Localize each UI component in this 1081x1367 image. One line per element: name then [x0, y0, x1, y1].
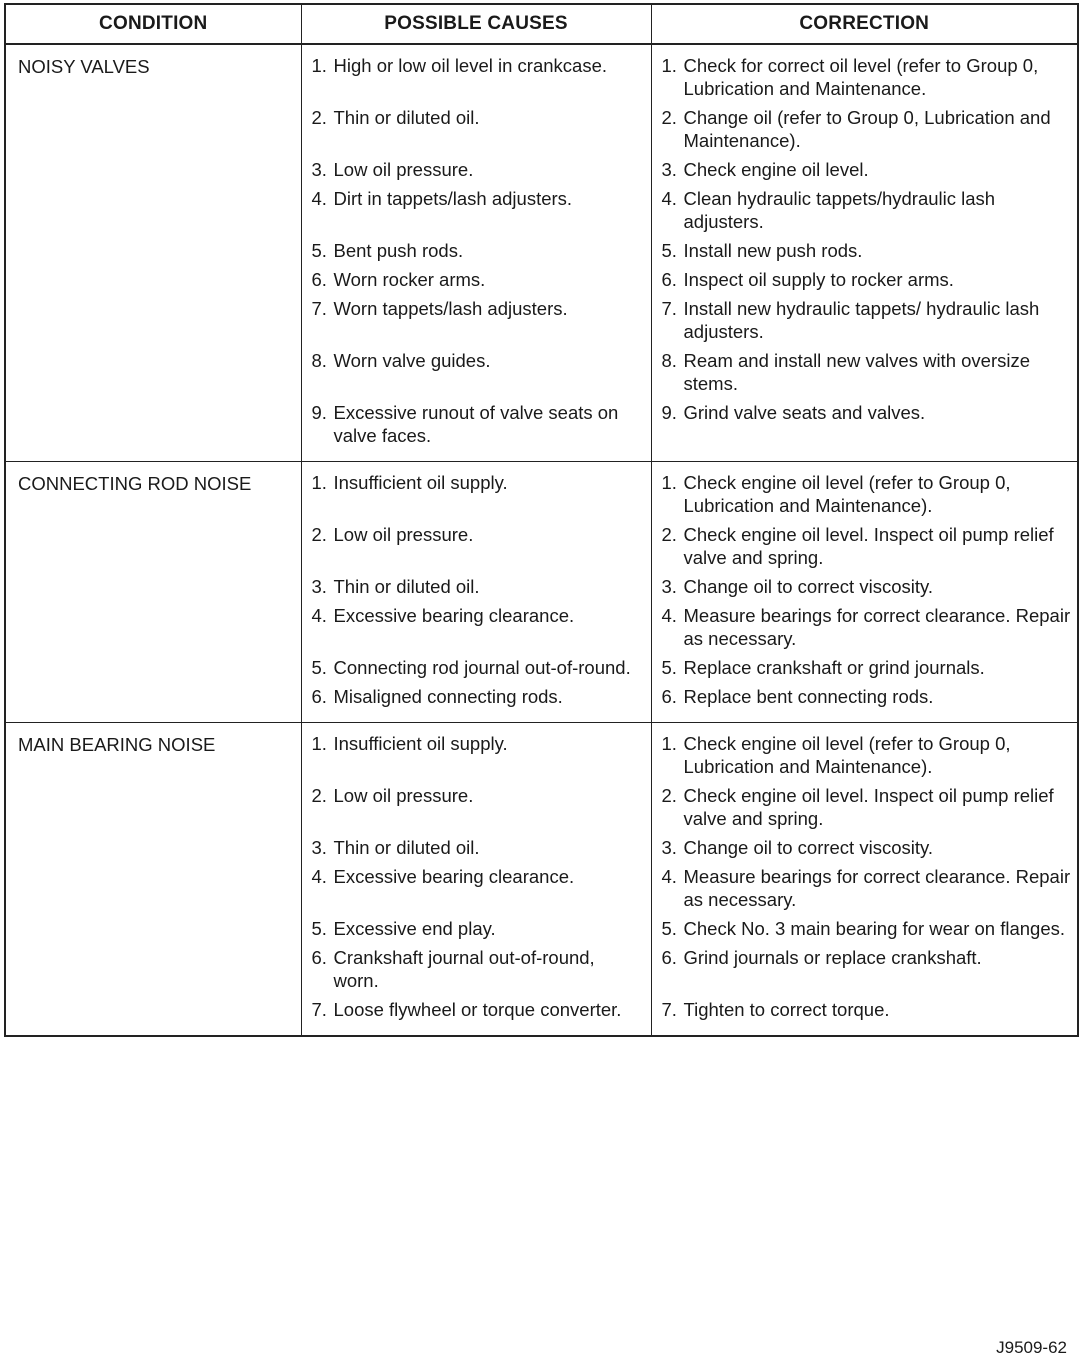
- correction-cell: [651, 462, 1078, 524]
- item-number: 3.: [311, 159, 327, 180]
- item-number: 6.: [661, 269, 677, 290]
- item-number: 9.: [311, 402, 327, 423]
- correction-cell: [651, 187, 1078, 239]
- table-header: [5, 4, 1078, 44]
- correction-text: Change oil to correct viscosity.: [683, 576, 934, 597]
- correction-entry: [662, 998, 1074, 1021]
- cause-text: Worn tappets/lash adjusters.: [333, 298, 568, 319]
- item-number: 8.: [661, 350, 677, 371]
- possible-cause-cell: [301, 268, 651, 297]
- correction-text: Tighten to correct torque.: [683, 999, 890, 1020]
- condition-cell: CONNECTING ROD NOISE: [5, 462, 301, 723]
- header-row: [5, 4, 1078, 44]
- correction-text: Clean hydraulic tappets/hydraulic lash adjusters.: [683, 188, 996, 232]
- cause-entry: [312, 604, 645, 627]
- cause-entry: [312, 349, 645, 372]
- item-number: 1.: [661, 55, 677, 76]
- possible-cause-cell: [301, 523, 651, 575]
- correction-entry: [662, 604, 1074, 650]
- cause-entry: [312, 158, 645, 181]
- correction-text: Replace crankshaft or grind journals.: [683, 657, 985, 678]
- correction-text: Install new push rods.: [683, 240, 863, 261]
- cause-entry: [312, 685, 645, 708]
- item-number: 1.: [661, 733, 677, 754]
- item-number: 6.: [661, 686, 677, 707]
- cause-text: Insufficient oil supply.: [333, 472, 508, 493]
- item-number: 4.: [661, 605, 677, 626]
- document-code: J9509-62: [996, 1338, 1067, 1357]
- correction-cell: [651, 297, 1078, 349]
- item-number: 4.: [311, 866, 327, 887]
- correction-cell: [651, 523, 1078, 575]
- item-number: 2.: [661, 785, 677, 806]
- correction-text: Measure bearings for correct clearance. Repair as necessary.: [683, 605, 1071, 649]
- item-number: 4.: [661, 866, 677, 887]
- possible-cause-cell: [301, 575, 651, 604]
- cause-entry: [312, 732, 645, 755]
- table-row: [5, 44, 1078, 106]
- cause-text: High or low oil level in crankcase.: [333, 55, 608, 76]
- correction-entry: [662, 401, 1074, 424]
- correction-cell: [651, 865, 1078, 917]
- item-number: 2.: [311, 785, 327, 806]
- cause-entry: [312, 917, 645, 940]
- cause-entry: [312, 239, 645, 262]
- correction-cell: [651, 106, 1078, 158]
- correction-text: Replace bent connecting rods.: [683, 686, 934, 707]
- correction-entry: [662, 917, 1074, 940]
- item-number: 2.: [661, 524, 677, 545]
- cause-text: Thin or diluted oil.: [333, 576, 480, 597]
- correction-text: Check No. 3 main bearing for wear on flanges.: [683, 918, 1066, 939]
- header-correction: CORRECTION: [651, 4, 1078, 44]
- correction-entry: [662, 471, 1074, 517]
- possible-cause-cell: [301, 401, 651, 462]
- cause-text: Excessive runout of valve seats on valve faces.: [333, 402, 619, 446]
- correction-entry: [662, 106, 1074, 152]
- correction-entry: [662, 297, 1074, 343]
- possible-cause-cell: [301, 297, 651, 349]
- cause-text: Insufficient oil supply.: [333, 733, 508, 754]
- possible-cause-cell: [301, 462, 651, 524]
- item-number: 1.: [311, 472, 327, 493]
- possible-cause-cell: [301, 106, 651, 158]
- correction-text: Change oil to correct viscosity.: [683, 837, 934, 858]
- possible-cause-cell: [301, 723, 651, 785]
- table-body: [5, 44, 1078, 1036]
- possible-cause-cell: [301, 784, 651, 836]
- cause-text: Crankshaft journal out-of-round, worn.: [333, 947, 595, 991]
- correction-text: Check engine oil level. Inspect oil pump relief valve and spring.: [683, 524, 1054, 568]
- correction-entry: [662, 784, 1074, 830]
- cause-entry: [312, 865, 645, 888]
- correction-entry: [662, 54, 1074, 100]
- possible-cause-cell: [301, 187, 651, 239]
- item-number: 5.: [311, 240, 327, 261]
- possible-cause-cell: [301, 998, 651, 1036]
- correction-entry: [662, 268, 1074, 291]
- cause-text: Excessive end play.: [333, 918, 496, 939]
- correction-text: Check engine oil level (refer to Group 0, Lubrication and Maintenance).: [683, 733, 1011, 777]
- item-number: 5.: [661, 918, 677, 939]
- item-number: 5.: [311, 657, 327, 678]
- possible-cause-cell: [301, 685, 651, 723]
- item-number: 7.: [661, 999, 677, 1020]
- correction-entry: [662, 656, 1074, 679]
- cause-entry: [312, 523, 645, 546]
- correction-text: Check engine oil level. Inspect oil pump relief valve and spring.: [683, 785, 1054, 829]
- correction-text: Check engine oil level (refer to Group 0, Lubrication and Maintenance).: [683, 472, 1011, 516]
- correction-entry: [662, 158, 1074, 181]
- cause-entry: [312, 471, 645, 494]
- cause-entry: [312, 54, 645, 77]
- correction-cell: [651, 604, 1078, 656]
- item-number: 3.: [311, 837, 327, 858]
- item-number: 1.: [311, 55, 327, 76]
- item-number: 3.: [661, 837, 677, 858]
- correction-cell: [651, 44, 1078, 106]
- correction-text: Grind valve seats and valves.: [683, 402, 926, 423]
- table-row: [5, 723, 1078, 785]
- possible-cause-cell: [301, 239, 651, 268]
- possible-cause-cell: [301, 604, 651, 656]
- correction-cell: [651, 723, 1078, 785]
- condition-cell: MAIN BEARING NOISE: [5, 723, 301, 1037]
- correction-cell: [651, 349, 1078, 401]
- possible-cause-cell: [301, 865, 651, 917]
- possible-cause-cell: [301, 946, 651, 998]
- cause-text: Bent push rods.: [333, 240, 464, 261]
- correction-entry: [662, 523, 1074, 569]
- possible-cause-cell: [301, 917, 651, 946]
- correction-cell: [651, 268, 1078, 297]
- item-number: 9.: [661, 402, 677, 423]
- cause-text: Worn rocker arms.: [333, 269, 486, 290]
- item-number: 7.: [311, 298, 327, 319]
- header-possible-causes: POSSIBLE CAUSES: [301, 4, 651, 44]
- correction-cell: [651, 998, 1078, 1036]
- possible-cause-cell: [301, 349, 651, 401]
- cause-text: Excessive bearing clearance.: [333, 605, 575, 626]
- cause-entry: [312, 998, 645, 1021]
- cause-text: Connecting rod journal out-of-round.: [333, 657, 631, 678]
- item-number: 7.: [311, 999, 327, 1020]
- correction-text: Grind journals or replace crankshaft.: [683, 947, 982, 968]
- item-number: 3.: [661, 159, 677, 180]
- cause-entry: [312, 187, 645, 210]
- correction-text: Inspect oil supply to rocker arms.: [683, 269, 954, 290]
- cause-text: Loose flywheel or torque converter.: [333, 999, 622, 1020]
- cause-entry: [312, 106, 645, 129]
- item-number: 2.: [311, 107, 327, 128]
- table-row: [5, 462, 1078, 524]
- header-condition: CONDITION: [5, 4, 301, 44]
- item-number: 2.: [311, 524, 327, 545]
- item-number: 5.: [661, 240, 677, 261]
- correction-entry: [662, 575, 1074, 598]
- item-number: 6.: [311, 947, 327, 968]
- possible-cause-cell: [301, 836, 651, 865]
- cause-entry: [312, 656, 645, 679]
- item-number: 6.: [311, 686, 327, 707]
- cause-text: Low oil pressure.: [333, 524, 474, 545]
- correction-cell: [651, 836, 1078, 865]
- correction-cell: [651, 575, 1078, 604]
- item-number: 5.: [311, 918, 327, 939]
- correction-text: Change oil (refer to Group 0, Lubrication and Maintenance).: [683, 107, 1051, 151]
- correction-entry: [662, 239, 1074, 262]
- correction-entry: [662, 349, 1074, 395]
- correction-cell: [651, 917, 1078, 946]
- cause-text: Thin or diluted oil.: [333, 107, 480, 128]
- cause-text: Low oil pressure.: [333, 159, 474, 180]
- correction-cell: [651, 784, 1078, 836]
- diagnosis-table: [4, 3, 1079, 1037]
- correction-entry: [662, 836, 1074, 859]
- correction-entry: [662, 732, 1074, 778]
- cause-text: Dirt in tappets/lash adjusters.: [333, 188, 573, 209]
- item-number: 7.: [661, 298, 677, 319]
- item-number: 4.: [661, 188, 677, 209]
- correction-cell: [651, 656, 1078, 685]
- cause-text: Thin or diluted oil.: [333, 837, 480, 858]
- cause-text: Worn valve guides.: [333, 350, 491, 371]
- correction-entry: [662, 187, 1074, 233]
- correction-cell: [651, 239, 1078, 268]
- correction-cell: [651, 158, 1078, 187]
- item-number: 4.: [311, 188, 327, 209]
- correction-text: Check engine oil level.: [683, 159, 869, 180]
- correction-entry: [662, 946, 1074, 969]
- cause-text: Excessive bearing clearance.: [333, 866, 575, 887]
- correction-cell: [651, 685, 1078, 723]
- item-number: 3.: [661, 576, 677, 597]
- correction-text: Check for correct oil level (refer to Group 0, Lubrication and Maintenance.: [683, 55, 1039, 99]
- cause-entry: [312, 401, 645, 447]
- cause-entry: [312, 268, 645, 291]
- correction-text: Ream and install new valves with oversize stems.: [683, 350, 1031, 394]
- item-number: 6.: [311, 269, 327, 290]
- correction-entry: [662, 685, 1074, 708]
- item-number: 6.: [661, 947, 677, 968]
- item-number: 4.: [311, 605, 327, 626]
- item-number: 3.: [311, 576, 327, 597]
- correction-entry: [662, 865, 1074, 911]
- item-number: 1.: [311, 733, 327, 754]
- possible-cause-cell: [301, 44, 651, 106]
- item-number: 8.: [311, 350, 327, 371]
- correction-cell: [651, 946, 1078, 998]
- cause-entry: [312, 575, 645, 598]
- item-number: 5.: [661, 657, 677, 678]
- correction-text: Install new hydraulic tappets/ hydraulic lash adjusters.: [683, 298, 1040, 342]
- possible-cause-cell: [301, 158, 651, 187]
- item-number: 2.: [661, 107, 677, 128]
- cause-entry: [312, 946, 645, 992]
- cause-entry: [312, 836, 645, 859]
- cause-entry: [312, 297, 645, 320]
- item-number: 1.: [661, 472, 677, 493]
- correction-text: Measure bearings for correct clearance. Repair as necessary.: [683, 866, 1071, 910]
- cause-text: Low oil pressure.: [333, 785, 474, 806]
- condition-cell: NOISY VALVES: [5, 44, 301, 462]
- correction-cell: [651, 401, 1078, 462]
- possible-cause-cell: [301, 656, 651, 685]
- cause-text: Misaligned connecting rods.: [333, 686, 563, 707]
- cause-entry: [312, 784, 645, 807]
